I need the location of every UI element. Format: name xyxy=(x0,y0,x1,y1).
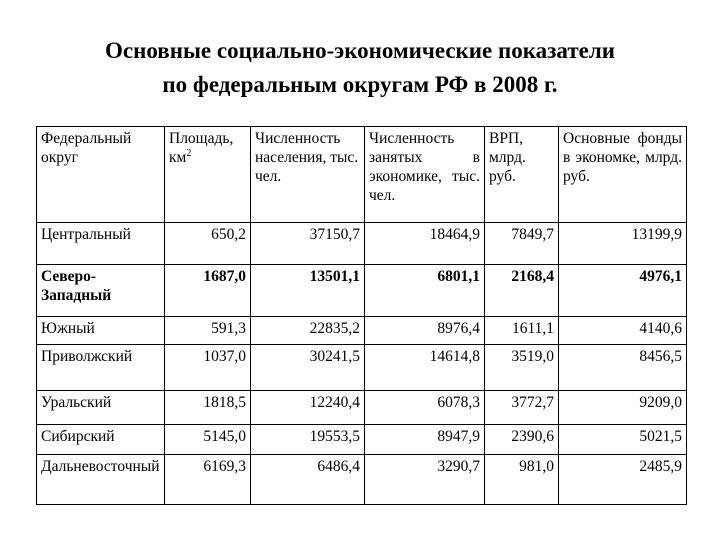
cell-population: 37150,7 xyxy=(251,223,365,265)
cell-grp: 1611,1 xyxy=(485,317,559,345)
districts-table xyxy=(36,126,687,505)
cell-area: 1818,5 xyxy=(165,391,251,425)
cell-area: 1037,0 xyxy=(165,345,251,391)
header-population: Численность населения, тыс. чел. xyxy=(251,127,365,223)
cell-grp: 7849,7 xyxy=(485,223,559,265)
cell-district: Приволжский xyxy=(37,345,165,391)
table-row xyxy=(37,425,687,455)
header-area xyxy=(165,127,251,223)
page-title xyxy=(0,34,720,102)
header-employed: Численность занятых в экономике, тыс. чел. xyxy=(365,127,485,223)
cell-assets: 4140,6 xyxy=(559,317,687,345)
cell-grp: 2390,6 xyxy=(485,425,559,455)
title-line-1: Основные социально-экономические показатели xyxy=(105,38,615,63)
cell-assets: 4976,1 xyxy=(559,265,687,317)
table-row xyxy=(37,345,687,391)
cell-grp: 3519,0 xyxy=(485,345,559,391)
cell-assets: 2485,9 xyxy=(559,455,687,505)
table-row xyxy=(37,265,687,317)
header-assets: Основные фонды в экономке, млрд. руб. xyxy=(559,127,687,223)
cell-area: 1687,0 xyxy=(165,265,251,317)
table-header-row xyxy=(37,127,687,223)
cell-district: Уральский xyxy=(37,391,165,425)
cell-population: 12240,4 xyxy=(251,391,365,425)
cell-district: Северо-Западный xyxy=(37,265,165,317)
cell-grp: 3772,7 xyxy=(485,391,559,425)
cell-employed: 6078,3 xyxy=(365,391,485,425)
cell-district: Южный xyxy=(37,317,165,345)
cell-employed: 3290,7 xyxy=(365,455,485,505)
cell-area: 591,3 xyxy=(165,317,251,345)
cell-district: Центральный xyxy=(37,223,165,265)
cell-assets: 5021,5 xyxy=(559,425,687,455)
cell-population: 19553,5 xyxy=(251,425,365,455)
cell-area: 6169,3 xyxy=(165,455,251,505)
cell-area: 650,2 xyxy=(165,223,251,265)
cell-employed: 6801,1 xyxy=(365,265,485,317)
cell-population: 13501,1 xyxy=(251,265,365,317)
header-district: Федеральный округ xyxy=(37,127,165,223)
cell-area: 5145,0 xyxy=(165,425,251,455)
table-row xyxy=(37,223,687,265)
cell-district: Сибирский xyxy=(37,425,165,455)
cell-grp: 2168,4 xyxy=(485,265,559,317)
table-row xyxy=(37,455,687,505)
cell-assets: 8456,5 xyxy=(559,345,687,391)
cell-population: 6486,4 xyxy=(251,455,365,505)
table-row xyxy=(37,317,687,345)
cell-employed: 14614,8 xyxy=(365,345,485,391)
cell-employed: 8947,9 xyxy=(365,425,485,455)
cell-employed: 18464,9 xyxy=(365,223,485,265)
cell-assets: 13199,9 xyxy=(559,223,687,265)
cell-population: 22835,2 xyxy=(251,317,365,345)
cell-employed: 8976,4 xyxy=(365,317,485,345)
cell-assets: 9209,0 xyxy=(559,391,687,425)
cell-grp: 981,0 xyxy=(485,455,559,505)
table-row xyxy=(37,391,687,425)
title-line-2: по федеральным округам РФ в 2008 г. xyxy=(162,72,558,97)
header-area-label: Площадь, км xyxy=(169,130,234,166)
cell-district: Дальневосточный xyxy=(37,455,165,505)
cell-population: 30241,5 xyxy=(251,345,365,391)
header-grp: ВРП, млрд. руб. xyxy=(485,127,559,223)
header-area-sup: 2 xyxy=(186,147,192,159)
